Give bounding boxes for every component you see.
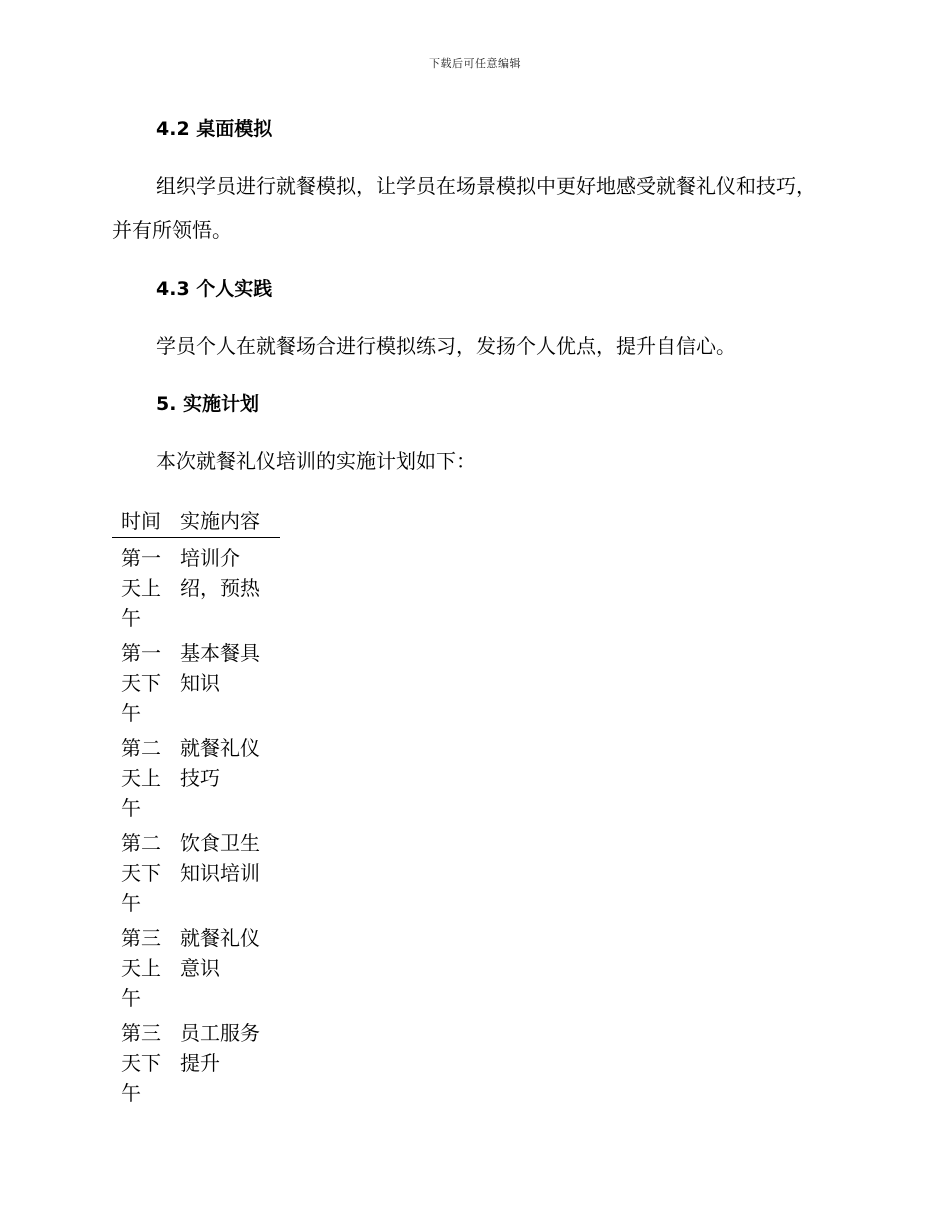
section-paragraph-4-3: 学员个人在就餐场合进行模拟练习，发扬个人优点，提升自信心。 bbox=[156, 334, 736, 358]
table-row bbox=[112, 633, 280, 728]
table-row bbox=[112, 538, 280, 634]
section-heading-4-3: 4.3 个人实践 bbox=[156, 278, 273, 300]
table-cell-content: 员工服务提升 bbox=[180, 1021, 260, 1075]
table-cell-time: 第三天上午 bbox=[121, 926, 161, 1010]
section-heading-5: 5. 实施计划 bbox=[156, 393, 260, 415]
column-header-content: 实施内容 bbox=[171, 505, 280, 538]
table-cell-time: 第一天上午 bbox=[121, 546, 161, 630]
column-header-time: 时间 bbox=[112, 505, 171, 538]
table-cell-content: 基本餐具知识 bbox=[180, 641, 260, 695]
table-cell-content: 饮食卫生知识培训 bbox=[180, 831, 260, 885]
table-cell-time: 第一天下午 bbox=[121, 641, 161, 725]
table-cell-time: 第三天下午 bbox=[121, 1021, 161, 1105]
section-paragraph-4-2: 组织学员进行就餐模拟，让学员在场景模拟中更好地感受就餐礼仪和技巧，并有所领悟。 bbox=[112, 174, 816, 242]
table-cell-content: 就餐礼仪技巧 bbox=[180, 736, 260, 790]
table-cell-content: 就餐礼仪意识 bbox=[180, 926, 260, 980]
table-row bbox=[112, 1013, 280, 1108]
table-header-row bbox=[112, 505, 280, 538]
page-header-note: 下载后可任意编辑 bbox=[429, 57, 521, 70]
table-row bbox=[112, 728, 280, 823]
table-row bbox=[112, 918, 280, 1013]
table-cell-time: 第二天上午 bbox=[121, 736, 161, 820]
implementation-plan-table bbox=[112, 505, 280, 1108]
table-cell-time: 第二天下午 bbox=[121, 831, 161, 915]
table-cell-content: 培训介绍，预热 bbox=[180, 546, 260, 600]
table-row bbox=[112, 823, 280, 918]
section-heading-4-2: 4.2 桌面模拟 bbox=[156, 118, 273, 140]
section-paragraph-5: 本次就餐礼仪培训的实施计划如下： bbox=[156, 449, 476, 473]
